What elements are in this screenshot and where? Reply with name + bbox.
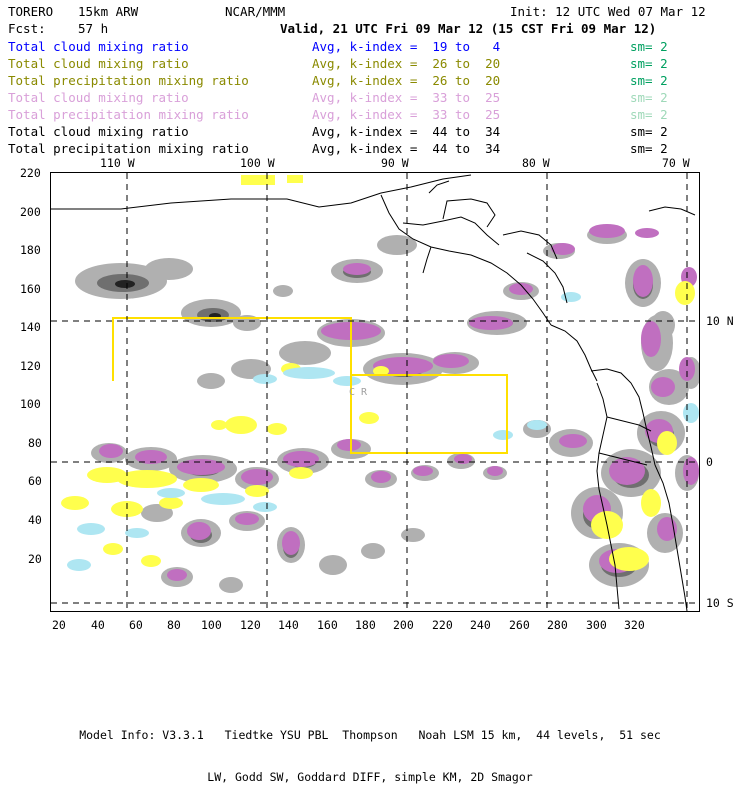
left-tick-200: 200 [20, 205, 41, 219]
model-name: TORERO [8, 4, 54, 19]
valid-time: Valid, 21 UTC Fri 09 Mar 12 (15 CST Fri 09 Mar 12) [280, 21, 657, 36]
legend-label-4: Total precipitation mixing ratio [8, 107, 249, 122]
bottom-tick-160: 160 [317, 618, 338, 632]
bottom-tick-100: 100 [201, 618, 222, 632]
top-tick-1: 100 W [240, 156, 275, 170]
legend-stat-1: Avg, k-index = 26 to 20 [312, 56, 501, 71]
bottom-tick-200: 200 [393, 618, 414, 632]
legend-stat-6: Avg, k-index = 44 to 34 [312, 141, 501, 156]
left-tick-60: 60 [28, 474, 42, 488]
fcst-hours: 57 h [78, 21, 109, 36]
footer-line-2: LW, Godd SW, Goddard DIFF, simple KM, 2D Smagor [207, 770, 533, 784]
legend-stat-3: Avg, k-index = 33 to 25 [312, 90, 501, 105]
bottom-tick-280: 280 [547, 618, 568, 632]
left-tick-40: 40 [28, 513, 42, 527]
bottom-tick-140: 140 [278, 618, 299, 632]
legend-stat-2: Avg, k-index = 26 to 20 [312, 73, 501, 88]
fcst-label: Fcst: [8, 21, 46, 36]
top-tick-0: 110 W [100, 156, 135, 170]
left-tick-100: 100 [20, 397, 41, 411]
bottom-tick-320: 320 [624, 618, 645, 632]
left-tick-120: 120 [20, 359, 41, 373]
legend-sm-6: sm= 2 [630, 141, 668, 156]
left-tick-20: 20 [28, 552, 42, 566]
map-canvas[interactable] [50, 172, 700, 612]
legend-label-0: Total cloud mixing ratio [8, 39, 189, 54]
bottom-tick-300: 300 [586, 618, 607, 632]
bottom-tick-40: 40 [91, 618, 105, 632]
legend-label-5: Total cloud mixing ratio [8, 124, 189, 139]
left-tick-180: 180 [20, 243, 41, 257]
top-tick-4: 70 W [662, 156, 690, 170]
left-tick-220: 220 [20, 166, 41, 180]
bottom-tick-180: 180 [355, 618, 376, 632]
legend-label-6: Total precipitation mixing ratio [8, 141, 249, 156]
top-tick-2: 90 W [381, 156, 409, 170]
bottom-tick-60: 60 [129, 618, 143, 632]
legend-stat-5: Avg, k-index = 44 to 34 [312, 124, 501, 139]
legend-stat-4: Avg, k-index = 33 to 25 [312, 107, 501, 122]
legend-label-2: Total precipitation mixing ratio [8, 73, 249, 88]
left-tick-140: 140 [20, 320, 41, 334]
init-time: Init: 12 UTC Wed 07 Mar 12 [510, 4, 706, 19]
model-resolution: 15km ARW [78, 4, 139, 19]
legend-sm-4: sm= 2 [630, 107, 668, 122]
footer-block [0, 700, 740, 798]
legend-stat-0: Avg, k-index = 19 to 4 [312, 39, 501, 54]
bottom-tick-220: 220 [432, 618, 453, 632]
bottom-tick-240: 240 [470, 618, 491, 632]
bottom-tick-80: 80 [167, 618, 181, 632]
nested-domain-outline [113, 318, 507, 453]
bottom-tick-120: 120 [240, 618, 261, 632]
left-tick-80: 80 [28, 436, 42, 450]
top-tick-3: 80 W [522, 156, 550, 170]
legend-sm-5: sm= 2 [630, 124, 668, 139]
legend-label-3: Total cloud mixing ratio [8, 90, 189, 105]
bottom-tick-20: 20 [52, 618, 66, 632]
model-center: NCAR/MMM [225, 4, 286, 19]
right-tick-0: 10 N [706, 314, 734, 328]
header-block [0, 0, 740, 156]
right-tick-1: 0 [706, 455, 713, 469]
left-tick-160: 160 [20, 282, 41, 296]
legend-sm-0: sm= 2 [630, 39, 668, 54]
legend-sm-1: sm= 2 [630, 56, 668, 71]
right-tick-2: 10 S [706, 596, 734, 610]
bottom-tick-260: 260 [509, 618, 530, 632]
footer-line-1: Model Info: V3.3.1 Tiedtke YSU PBL Thompson Noah LSM 15 km, 44 levels, 51 sec [79, 728, 661, 742]
map-svg [51, 173, 699, 611]
legend-sm-3: sm= 2 [630, 90, 668, 105]
map-plot [0, 150, 740, 680]
legend-label-1: Total cloud mixing ratio [8, 56, 189, 71]
legend-sm-2: sm= 2 [630, 73, 668, 88]
map-annotation: C R [349, 387, 368, 398]
